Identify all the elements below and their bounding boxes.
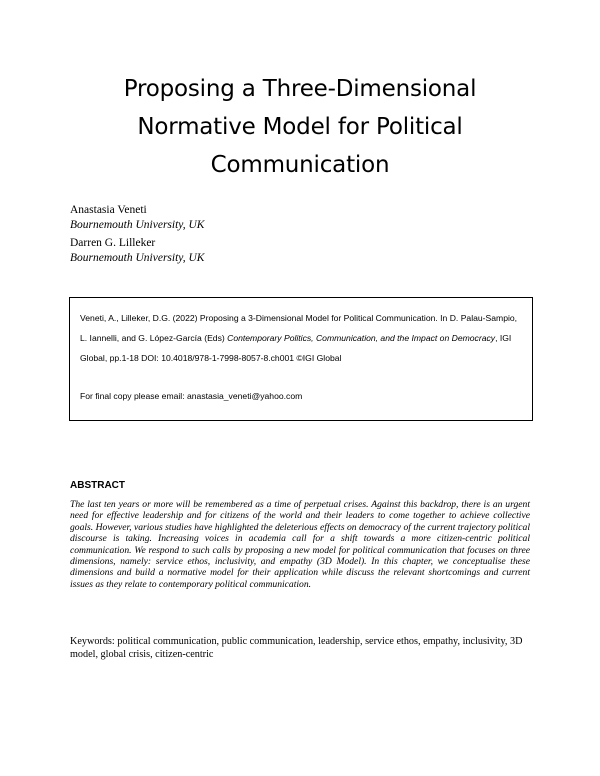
keywords: Keywords: political communication, public communication, leadership, service ethos, empathy, inclusivity, 3D model, global crisis, citizen-centric	[70, 636, 523, 660]
citation-publisher: , IGI Global, pp.1-18 DOI: 10.4018/978-1-7998-8057-8.ch001 ©IGI Global	[80, 333, 512, 363]
citation-text: Veneti, A., Lilleker, D.G. (2022) Proposing a 3-Dimensional Model for Political Communication. In D. Palau-Sampio, L. Iannelli, and G. López-García (Eds)	[80, 313, 518, 343]
abstract-heading: ABSTRACT	[70, 480, 125, 491]
author-affiliation: Bournemouth University, UK	[70, 252, 205, 264]
author-block-1	[70, 203, 204, 233]
title-line-2: Normative Model for Political	[137, 114, 463, 140]
title-line-1: Proposing a Three-Dimensional	[123, 76, 477, 102]
author-name: Darren G. Lilleker	[70, 237, 156, 249]
final-copy-note: For final copy please email: anastasia_veneti@yahoo.com	[80, 391, 303, 401]
title-line-3: Communication	[210, 152, 390, 178]
author-name: Anastasia Veneti	[70, 204, 147, 216]
citation-book-title: Contemporary Politics, Communication, and the Impact on Democracy	[227, 333, 496, 343]
author-block-2	[70, 236, 204, 266]
citation-box	[69, 297, 533, 421]
author-affiliation: Bournemouth University, UK	[70, 219, 205, 231]
paper-title	[60, 70, 540, 184]
abstract-text: The last ten years or more will be remembered as a time of perpetual crises. Against this backdrop, there is an urgent need for effective leadership and for citizens of the world and their leaders to come together to achieve collective goals. However, various studies have highlighted the deleterious effects on democracy of the current trajectory political discourse is taking. Increasing voices in academia call for a shift towards a more citizen-centric political communication. We respond to such calls by proposing a new model for political communication that focuses on three dimensions, namely: service ethos, inclusivity, and empathy (3D Model). In this chapter, we conceptualise these dimensions and build a normative model for their application while discuss the relevant shortcomings and current issues as they relate to contemporary political communication.	[70, 499, 530, 590]
